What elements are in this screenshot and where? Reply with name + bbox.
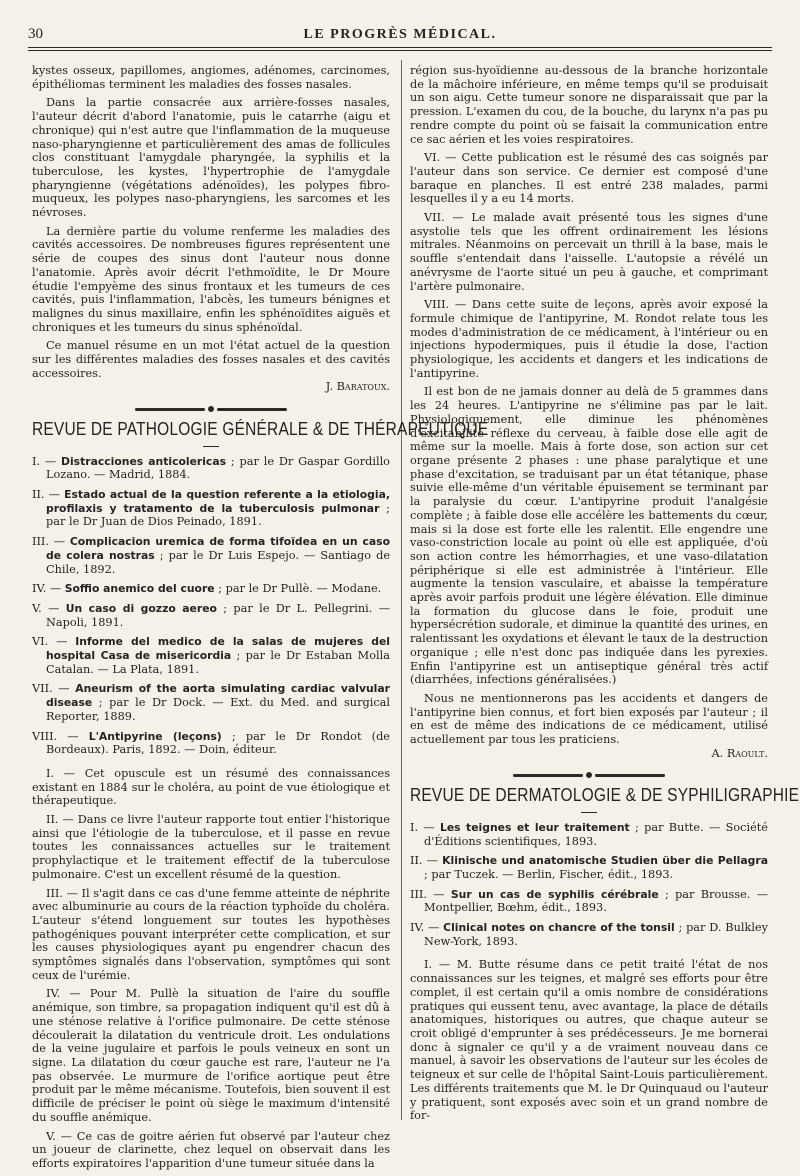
bibliography-entry: VIII. — L'Antipyrine (leçons) ; par le Dr Rondot (de Bordeaux). Paris, 1892. — Doin, éditeur. <box>32 729 390 757</box>
review-paragraph: IV. — Pour M. Pullè la situation de l'aire du souffle anémique, son timbre, sa propagation indiquent qu'il est dû à une sténose relative à l'orifice pulmonaire. De cette sténose découlerait la dilatation du ventricule droit. Les ondulations de la veine jugulaire et parfois le pouls veineux en sont un signe. La dilatation du cœur gauche est rare, l'auteur ne l'a pas observée. Le murmure de l'orifice aortique peut être produit par le même mécanisme. Toutefois, bien souvent il est difficile de préciser le point où siège le maximum d'intensité du souffle anémique. <box>32 987 390 1124</box>
paragraph: Ce manuel résume en un mot l'état actuel de la question sur les différentes maladies des fosses nasales et des cavités accessoires. <box>32 339 390 380</box>
column-divider <box>401 60 402 1120</box>
header-rule-double <box>28 50 772 51</box>
bibliography-entry: III. — Sur un cas de syphilis cérébrale ; par Brousse. — Montpellier, Bœhm, édit., 1893. <box>410 887 768 915</box>
bibliography-entry: VI. — Informe del medico de la salas de mujeres del hospital Casa de misericordia ; par le Dr Estaban Molla Catalan. — La Plata, 1891. <box>32 635 390 676</box>
review-paragraph: III. — Il s'agit dans ce cas d'une femme atteinte de néphrite avec albuminurie au cours de la réaction typhoïde du choléra. L'auteur s'étend longuement sur toutes les hypothèses pathogéniques pouvant interpréter cette complication, et sur les causes physiologiques ayant pu engendrer chacun des symptômes signalés dans l'observation, symptômes qui sont ceux de l'urémie. <box>32 886 390 982</box>
paragraph: région sus-hyoïdienne au-dessous de la branche horizontale de la mâchoire inférieure, en même temps qu'il se produisait un son aigu. Cette tumeur sonore ne disparaissait que par la pression. L'examen du cou, de la bouche, du larynx n'a pas pu rendre compte du point où se faisait la communication entre ce sac aérien et les voies respiratoires. <box>410 64 768 146</box>
bibliography-entry: VII. — Aneurism of the aorta simulating cardiac valvular disease ; par le Dr Dock. — Ext. du Med. and surgical Reporter, 1889. <box>32 682 390 723</box>
bibliography-entry: I. — Les teignes et leur traitement ; par Butte. — Société d'Éditions scientifiques, 1893. <box>410 820 768 848</box>
bibliography-entry: II. — Estado actual de la question referente a la etiologia, profilaxis y tratamento de la tuberculosis pulmonar ; par le Dr Juan de Dios Peinado, 1891. <box>32 487 390 529</box>
section-dash <box>410 807 768 813</box>
section-title: REVUE DE DERMATOLOGIE & DE SYPHILIGRAPHIE <box>410 785 800 806</box>
paragraph: kystes osseux, papillomes, angiomes, adénomes, carcinomes, épithéliomas terminent les maladies des fosses nasales. <box>32 64 390 91</box>
section-dash <box>32 441 390 447</box>
review-paragraph: VIII. — Dans cette suite de leçons, après avoir exposé la formule chimique de l'antipyrine, M. Rondot relate tous les modes d'administration de ce médicament, à l'intérieur ou en injections hypodermiques, puis il étudie la dose, l'action physiologique, les accidents et dangers et les indications de l'antipyrine. <box>410 298 768 380</box>
page-number: 30 <box>28 26 43 42</box>
review-paragraph: VI. — Cette publication est le résumé des cas soignés par l'auteur dans son service. Ce dernier est composé d'une baraque en planches. Il est entré 238 malades, parmi lesquelles il y a eu 14 morts. <box>410 151 768 206</box>
bibliography-entry: I. — Distracciones anticolericas ; par le Dr Gaspar Gordillo Lozano. — Madrid, 1884. <box>32 454 390 482</box>
paragraph: Dans la partie consacrée aux arrière-fosses nasales, l'auteur décrit d'abord l'anatomie, puis le catarrhe (aigu et chronique) qui n'est autre que l'inflammation de la muqueuse naso-pharyngienne et particulièrement des amas de follicules clos constituant l'amygdale pharyngée, la syphilis et la tuberculose, les kystes, l'hypertrophie de l'amygdale pharyngienne (végétations adénoïdes), les polypes fibro-muqueux, les polypes naso-pharyngiens, les sarcomes et les névroses. <box>32 96 390 220</box>
review-paragraph: VII. — Le malade avait présenté tous les signes d'une asystolie tels que les offrent ordinairement les lésions mitrales. Néanmoins on percevait un thrill à la base, mais le souffle s'entendait dans l'aisselle. L'autopsie a révélé un anévrysme de l'aorte situé un peu à gauche, et comprimant l'artère pulmonaire. <box>410 211 768 293</box>
header-rule <box>28 47 772 48</box>
left-column <box>32 64 489 1176</box>
paragraph: La dernière partie du volume renferme les maladies des cavités accessoires. De nombreuses figures représentent une série de coupes des sinus dont l'auteur nous donne l'anatomie. Après avoir décrit l'ethmoïdite, le Dr Moure étudie l'empyème des sinus frontaux et les tumeurs de ces cavités, puis l'inflammation, l'abcès, les tumeurs bénignes et malignes du sinus maxillaire, enfin les sphénoïdites aiguës et chroniques et les tumeurs du sinus sphénoïdal. <box>32 224 390 334</box>
ornament-divider <box>32 402 390 416</box>
bibliography-entry: II. — Klinische und anatomische Studien über die Pellagra ; par Tuczek. — Berlin, Fischer, édit., 1893. <box>410 854 768 881</box>
author-signature: J. Baratoux. <box>325 380 390 394</box>
paragraph: Il est bon de ne jamais donner au delà de 5 grammes dans les 24 heures. L'antipyrine ne s'élimine pas par le lait. Physiologiquement, elle diminue les phénomènes d'excitabilité réflexe du cerveau, à faible dose elle agit de même sur la moelle. Mais à forte dose, son action sur cet organe présente 2 phases : une phase paralytique et une phase d'excitation, se traduisant par un état tétanique, phase suivie elle-même d'un véritable épuisement se terminant par la paralysie du cœur. L'antipyrine produit l'analgésie complète ; à faible dose elle accélère les battements du cœur, mais si la dose est forte elle les ralentit. Elle engendre une vaso-constriction locale au point où elle est appliquée, d'où son action contre les hémorrhagies, et une vaso-dilatation périphérique si elle est administrée à l'intérieur. Elle augmente la tension vasculaire, et abaisse la température après avoir parfois produit une légère élévation. Elle diminue la formation du glucose dans le foie, produit une hypersécrétion sudorale, et diminue la quantité des urines, en ralentissant les oxydations et élevant le taux de la destruction organique ; elle n'est donc pas indiquée dans les pyrexies. Enfin l'antipyrine est un antiseptique général très actif (diarrhées, infections généralisées.) <box>410 385 768 687</box>
bibliography-entry: III. — Complicacion uremica de forma tifoïdea en un caso de colera nostras ; par le Dr Luis Espejo. — Santiago de Chile, 1892. <box>32 535 391 576</box>
bibliography-entry: IV. — Clinical notes on chancre of the tonsil ; par D. Bulkley New-York, 1893. <box>410 921 768 948</box>
ornament-divider <box>410 768 768 782</box>
review-paragraph: I. — M. Butte résume dans ce petit traité l'état de nos connaissances sur les teignes, et malgré ses efforts pour être complet, il est certain qu'il a omis nombre de considérations pratiques qui eussent tenu, avec avantage, la place de détails anatomiques, historiques ou autres, que chaque auteur se croit obligé d'emprunter à ses prédécesseurs. Je me bornerai donc à signaler ce qu'il y a de vraiment nouveau dans ce manuel, à savoir les observations de l'auteur sur les écoles de teigneux et sur celle de l'hôpital Saint-Louis particulièrement. Les différents traitements que M. le Dr Quinquaud ou l'auteur y pratiquent, sont exposés avec soin et un grand nombre de for- <box>410 958 768 1123</box>
bibliography-entry: IV. — Soffio anemico del cuore ; par le Dr Pullè. — Modane. <box>32 582 382 596</box>
section-title: REVUE DE PATHOLOGIE GÉNÉRALE & DE THÉRAPEUTIQUE <box>32 419 489 440</box>
review-paragraph: I. — Cet opuscule est un résumé des connaissances existant en 1884 sur le choléra, au point de vue étiologique et thérapeutique. <box>32 766 390 808</box>
running-header <box>28 26 772 46</box>
right-column <box>410 64 800 1128</box>
paragraph: Nous ne mentionnerons pas les accidents et dangers de l'antipyrine bien connus, et fort bien exposés par l'auteur ; il en est de même des indications de ce médicament, utilisé actuellement par tous les praticiens. <box>410 691 768 747</box>
review-paragraph: V. — Ce cas de goitre aérien fut observé par l'auteur chez un joueur de clarinette, chez lequel on observait dans les efforts expiratoires l'apparition d'une tumeur située dans la <box>32 1129 390 1170</box>
journal-title: LE PROGRÈS MÉDICAL. <box>303 27 497 42</box>
bibliography-entry: V. — Un caso di gozzo aereo ; par le Dr L. Pellegrini. — Napoli, 1891. <box>32 601 390 629</box>
author-signature: A. Raoult. <box>711 746 768 760</box>
review-paragraph: II. — Dans ce livre l'auteur rapporte tout entier l'historique ainsi que l'étiologie de la tuberculose, et il passe en revue toutes les connaissances actuelles sur le traitement prophylactique et le traitement effectif de la tuberculose pulmonaire. C'est un excellent résumé de la question. <box>32 813 390 881</box>
